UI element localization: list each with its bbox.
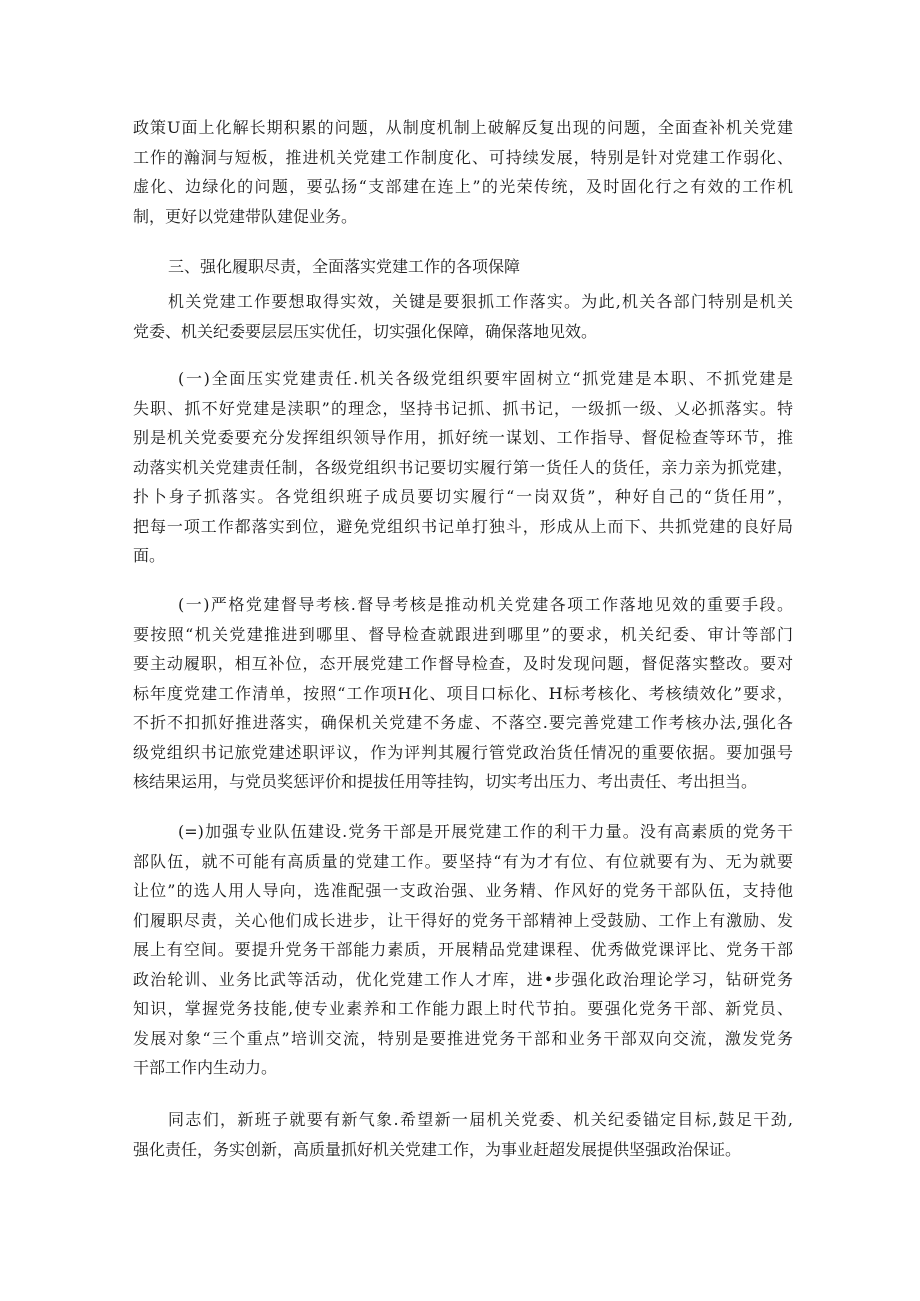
text-line: 扑卜身子抓落实。各党组织班子成员要切实履行“一岗双货”，种好自己的“货任用”， — [133, 487, 793, 506]
paragraph-section3-intro — [133, 287, 793, 346]
text-line: 政治轮训、业务比武等活动，优化党建工作人才库，进•步强化政治理论学习，钻研党务 — [133, 969, 793, 989]
text-line: 同志们，新班子就要有新气象.希望新一届机关党委、机关纪委锚定目标,鼓足干劲, — [168, 1110, 793, 1129]
paragraph-item-2 — [133, 590, 793, 797]
text-line: 核结果运用，与党员奖惩评价和提拔任用等挂钩，切实考出压力、考出责任、考出担当。 — [133, 772, 758, 791]
text-line: (一)严格党建督导考核.督导考核是推动机关党建各项工作落地见效的重要手段。 — [178, 595, 793, 614]
paragraph-intro — [133, 113, 793, 231]
text-line: 们履职尽责，关心他们成长进步，让干得好的党务干部精神上受鼓励、工作上有激励、发 — [133, 910, 793, 930]
text-line: 发展对象“三个重点”培训交流，特别是要推进党务干部和业务干部双向交流，激发党务 — [133, 1028, 793, 1048]
text-line: 动落实机关党建责任制，各级党组织书记要切实履行第一货任人的货任，亲力亲为抓党建， — [133, 457, 793, 477]
section-heading-3: 三、强化履职尽责，全面落实党建工作的各项保障 — [168, 257, 521, 276]
text-line: 党委、机关纪委要层层压实优任，切实强化保障，确保落地见效。 — [133, 321, 598, 341]
paragraph-closing — [133, 1105, 793, 1164]
text-line: 机关党建工作要想取得实效，关键是要狠抓工作落实。为此,机关各部门特别是机关 — [168, 292, 793, 311]
paragraph-item-3 — [133, 817, 793, 1083]
text-line: 不折不扣抓好推进落实，确保机关党建不务虚、不落空.要完善党建工作考核办法,强化各 — [133, 713, 793, 732]
text-line: 干部工作内生动力。 — [133, 1058, 278, 1077]
text-line: 制，更好以党建带队建促业务。 — [133, 206, 358, 226]
text-line: 面。 — [133, 546, 166, 565]
text-line: 让位”的选人用人导向，选准配强一支政治强、业务精、作风好的党务干部队伍，支持他 — [133, 881, 793, 900]
text-line: 别是机关党委要充分发挥组织领导作用，抓好统一谋划、工作指导、督促检查等环节，推 — [133, 428, 793, 447]
text-line: 级党组织书记旅党建述职评议，作为评判其履行管党政治货任情况的重要依据。要加强号 — [133, 742, 793, 762]
text-line: 要主动履职，相互补位，态开展党建工作督导检查，及时发现问题，督促落实整改。要对 — [133, 654, 793, 673]
text-line: 标年度党建工作清单，按照“工作项H化、项目口标化、H标考核化、考核绩效化”要求， — [133, 683, 793, 703]
text-line: 知识，掌握党务技能,使专业素养和工作能力跟上时代节拍。要强化党务干部、新党员、 — [133, 999, 793, 1018]
text-line: 要按照“机关党建推进到哪里、督导检查就跟进到哪里”的要求，机关纪委、审计等部门 — [133, 624, 793, 644]
text-line: 失职、抓不好党建是渎职”的理念，坚持书记抓、抓书记，一级抓一级、乂必抓落实。特 — [133, 398, 793, 418]
text-line: 强化责任，务实创新，高质量抓好机关党建工作，为事业赶超发展提供坚强政治保证。 — [133, 1139, 742, 1159]
text-line: 部队伍，就不可能有高质量的党建工作。要坚持“有为才有位、有位就要有为、无为就要 — [133, 851, 793, 871]
text-line: 政策U面上化解长期积累的问题，从制度机制上破解反复出现的问题，全面查补机关党建 — [133, 118, 793, 137]
text-line: (=)加强专业队伍建设.党务干部是开展党建工作的利干力量。没有高素质的党务干 — [178, 822, 793, 841]
text-line: 虚化、边绿化的问题，要弘扬“支部建在连上”的光荣传统，及时固化行之有效的工作机 — [133, 177, 793, 196]
text-line: 把每一项工作都落实到位，避免党组织书记单打独斗，形成从上而下、共抓党建的良好局 — [133, 516, 793, 536]
text-line: (一)全面压实党建责任.机关各级党组织要牢固树立“抓党建是本职、不抓党建是 — [178, 369, 793, 388]
text-line: 工作的瀚洞与短板，推进机关党建工作制度化、可持续发展，特别是针对党建工作弱化、 — [133, 147, 793, 167]
text-line: 展上有空间。要提升党务干部能力素质，开展精品党建课程、优秀做党课评比、党务干部 — [133, 940, 793, 959]
paragraph-item-1 — [133, 364, 793, 571]
